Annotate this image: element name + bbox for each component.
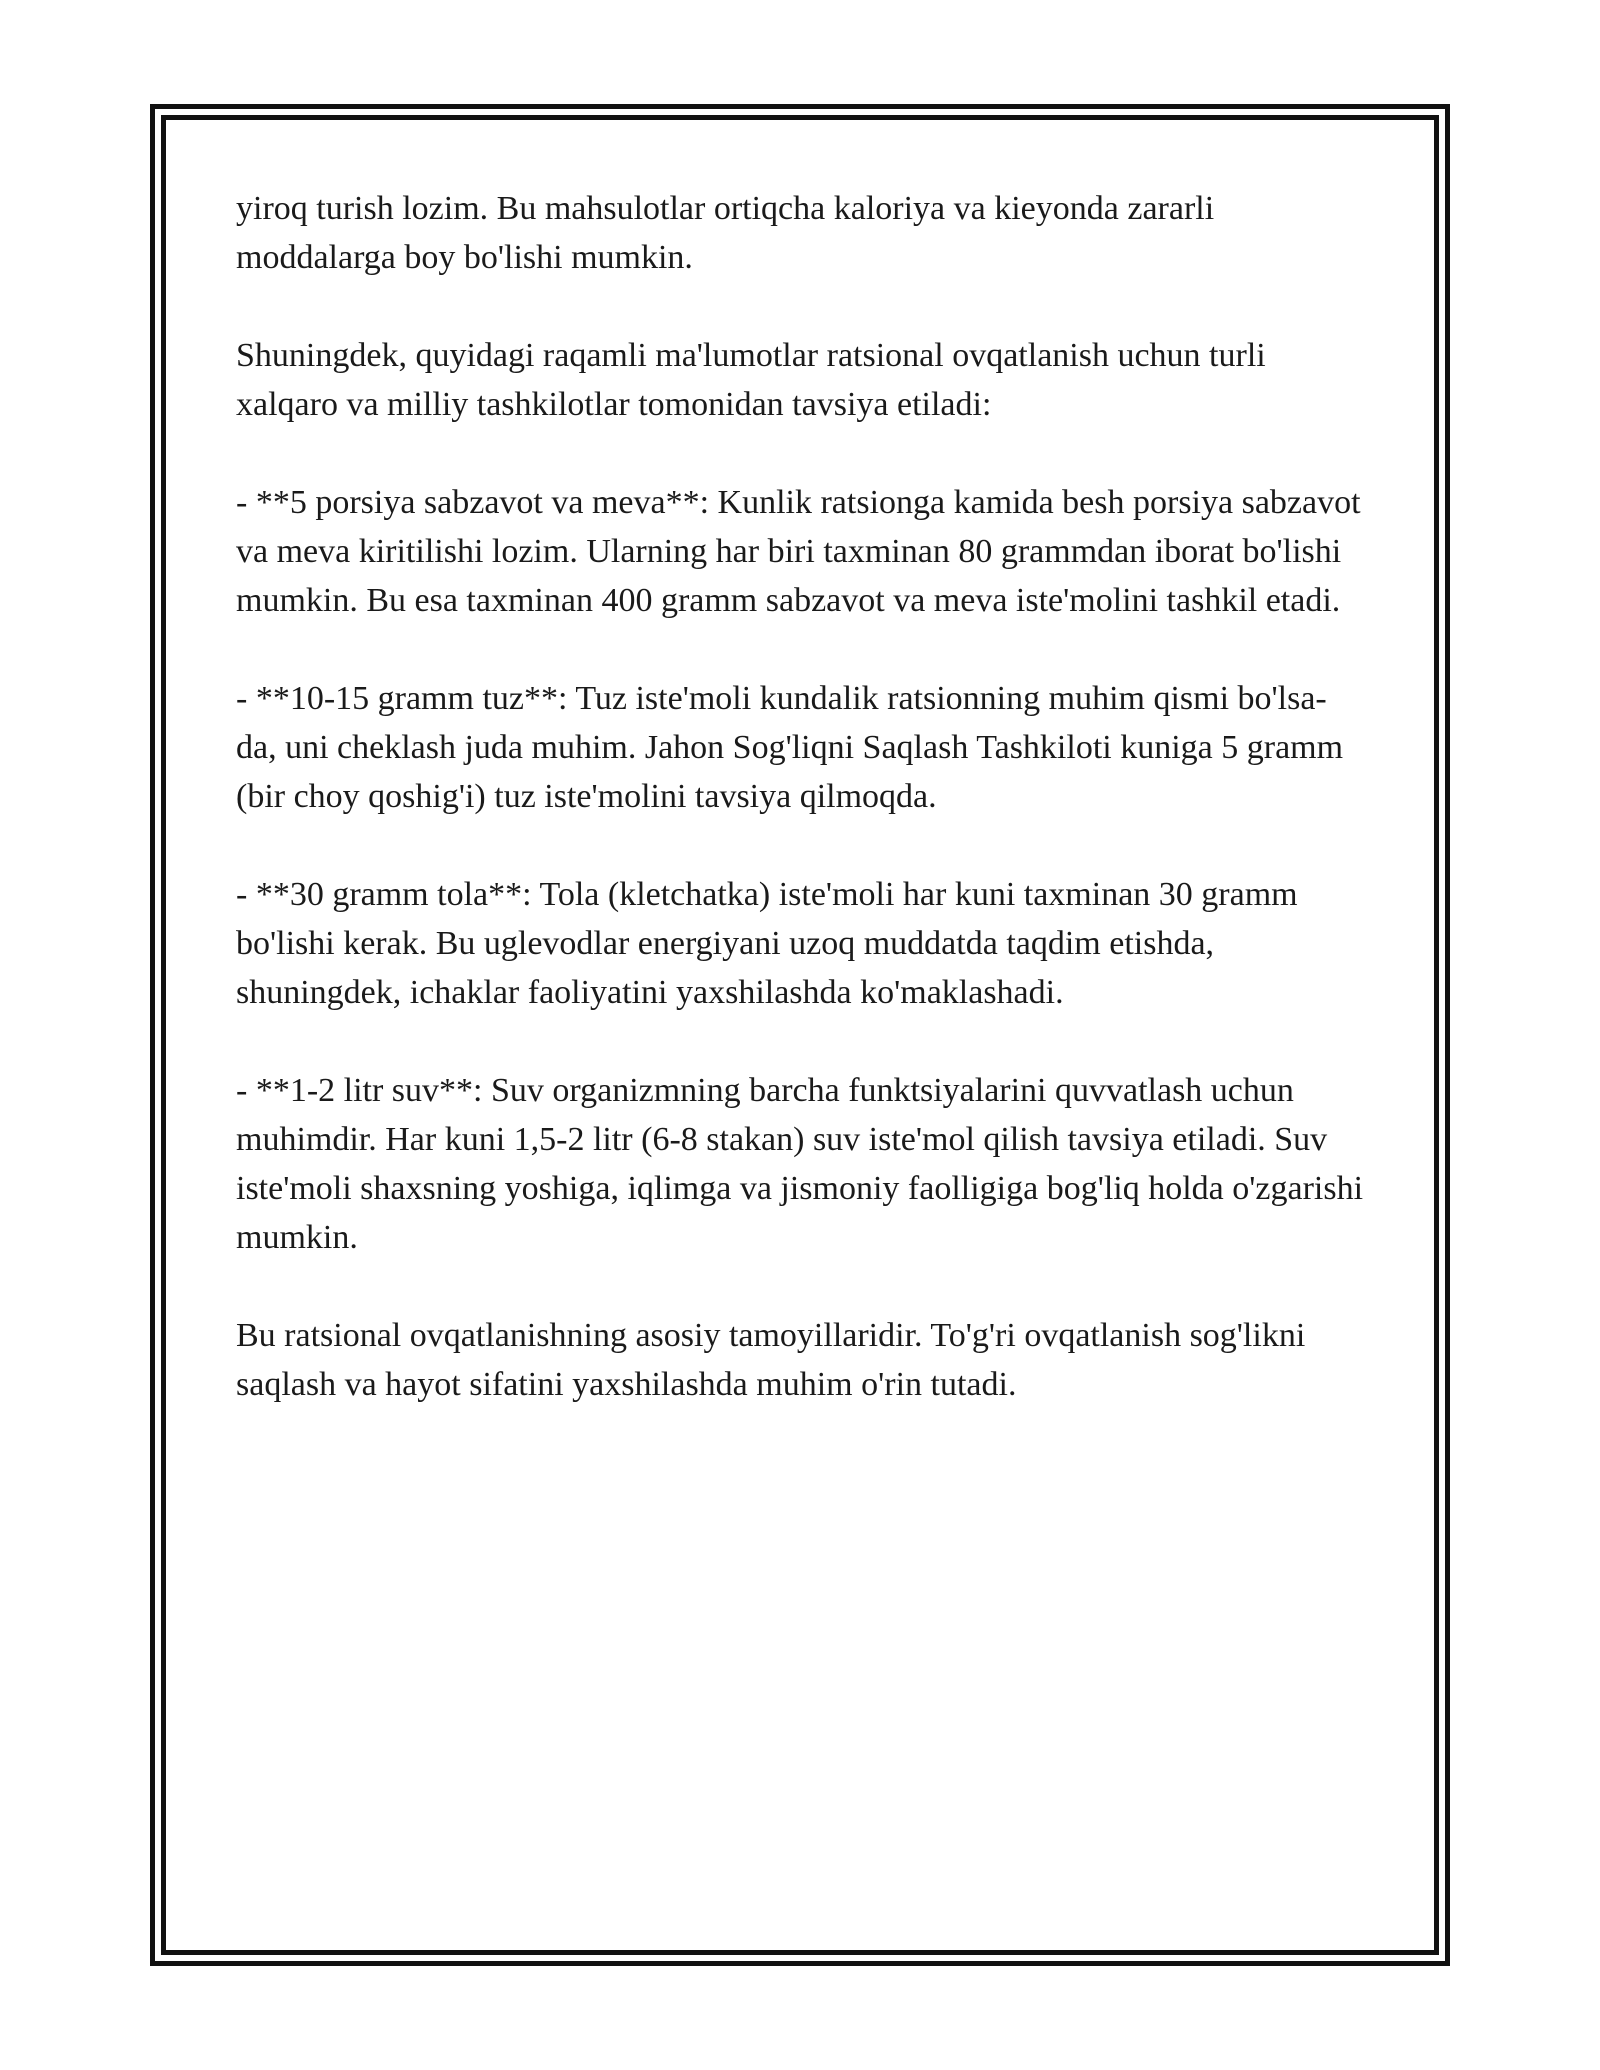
document-body	[236, 184, 1366, 1458]
paragraph-conclusion: Bu ratsional ovqatlanishning asosiy tamoyillaridir. To'g'ri ovqatlanish sog'likni saqlash va hayot sifatini yaxshilashda muhim o'rin tutadi.	[236, 1317, 1306, 1403]
list-item-water: - **1-2 litr suv**: Suv organizmning barcha funktsiyalarini quvvatlash uchun muhimdir. Har kuni 1,5-2 litr (6-8 stakan) suv iste'mol qilish tavsiya etiladi. Suv iste'moli shaxsning yoshiga, iqlimga va jismoniy faolligiga bog'liq holda o'zgarishi mumkin.	[236, 1072, 1364, 1256]
list-item-salt: - **10-15 gramm tuz**: Tuz iste'moli kundalik ratsionning muhim qismi bo'lsa-da, uni cheklash juda muhim. Jahon Sog'liqni Saqlash Tashkiloti kuniga 5 gramm (bir choy qoshig'i) tuz iste'molini tavsiya qilmoqda.	[236, 680, 1344, 815]
list-item-vegetables-fruits: - **5 porsiya sabzavot va meva**: Kunlik ratsionga kamida besh porsiya sabzavot va meva kiritilishi lozim. Ularning har biri taxminan 80 grammdan iborat bo'lishi mumkin. Bu esa taxminan 400 gramm sabzavot va meva iste'molini tashkil etadi.	[236, 484, 1361, 619]
list-item-fiber: - **30 gramm tola**: Tola (kletchatka) iste'moli har kuni taxminan 30 gramm bo'lishi kerak. Bu uglevodlar energiyani uzoq muddatda taqdim etishda, shuningdek, ichaklar faoliyatini yaxshilashda ko'maklashadi.	[236, 876, 1298, 1011]
paragraph-recommendations-intro: Shuningdek, quyidagi raqamli ma'lumotlar ratsional ovqatlanish uchun turli xalqaro va milliy tashkilotlar tomonidan tavsiya etiladi:	[236, 337, 1266, 423]
paragraph-intro-continuation: yiroq turish lozim. Bu mahsulotlar ortiqcha kaloriya va kieyonda zararli moddalarga boy bo'lishi mumkin.	[236, 190, 1215, 276]
